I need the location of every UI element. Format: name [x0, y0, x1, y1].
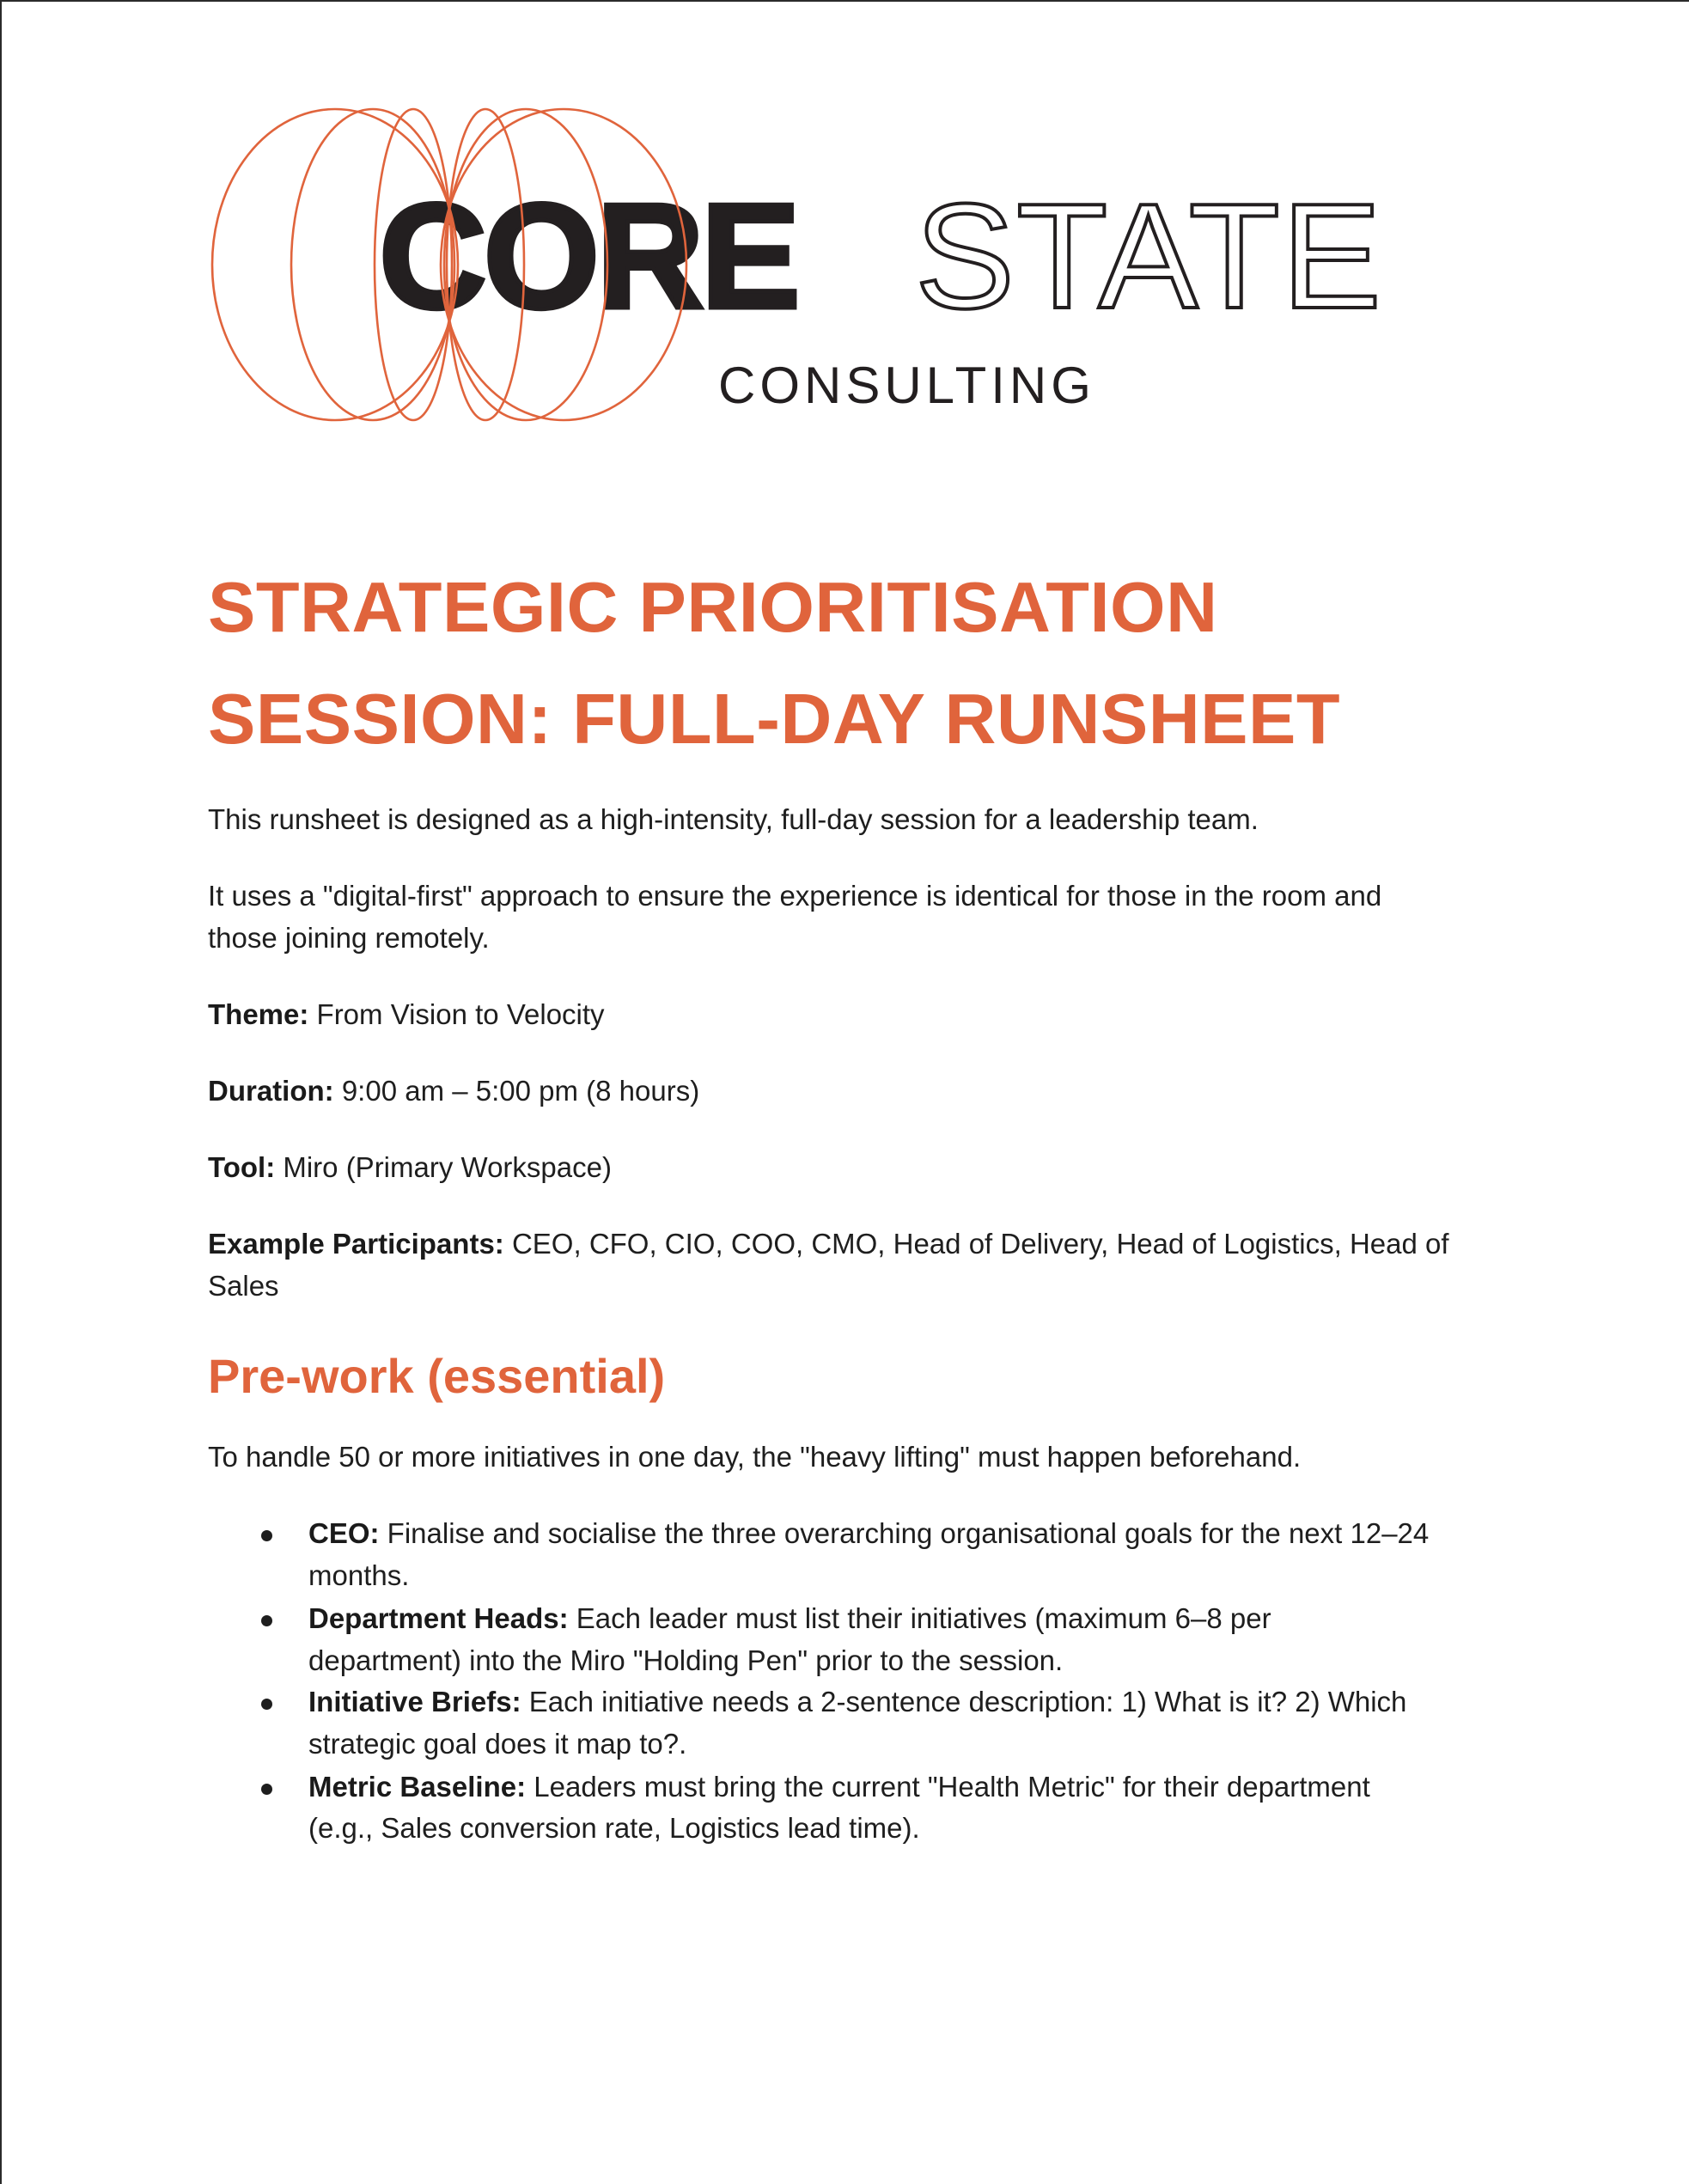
field-tool-label: Tool: — [208, 1151, 276, 1183]
prework-item-initiative-briefs — [308, 1685, 1406, 1719]
prework-intro: To handle 50 or more initiatives in one day, the "heavy lifting" must happen beforehand. — [208, 1441, 1302, 1473]
field-theme-label: Theme: — [208, 998, 309, 1030]
field-duration — [208, 1074, 699, 1108]
prework-item-ceo-line-2: months. — [308, 1559, 410, 1591]
prework-item-text: Each leader must list their initiatives (maximum 6–8 per — [576, 1602, 1271, 1634]
field-participants-value-line-2: Sales — [208, 1270, 279, 1302]
section-heading-prework: Pre-work (essential) — [208, 1349, 666, 1403]
field-participants-value: CEO, CFO, CIO, COO, CMO, Head of Delivery, Head of Logistics, Head of — [511, 1228, 1449, 1260]
field-theme — [208, 997, 605, 1032]
intro-paragraph-2-line-1: It uses a "digital-first" approach to ensure the experience is identical for those in the room and — [208, 880, 1382, 912]
prework-item-text: Finalise and socialise the three overarching organisational goals for the next 12–24 — [387, 1517, 1430, 1549]
prework-item-label: Department Heads: — [308, 1602, 569, 1634]
field-participants — [208, 1227, 1449, 1261]
field-tool — [208, 1150, 612, 1185]
prework-item-department-heads — [308, 1601, 1271, 1636]
field-duration-label: Duration: — [208, 1075, 334, 1107]
logo-subtitle: CONSULTING — [718, 357, 1095, 414]
field-tool-value: Miro (Primary Workspace) — [283, 1151, 612, 1183]
prework-item-metric-baseline — [308, 1770, 1370, 1804]
prework-item-ceo — [308, 1516, 1429, 1551]
prework-item-label: CEO: — [308, 1517, 380, 1549]
prework-item-label: Initiative Briefs: — [308, 1686, 521, 1717]
field-duration-value: 9:00 am – 5:00 pm (8 hours) — [341, 1075, 700, 1107]
intro-paragraph-1: This runsheet is designed as a high-intensity, full-day session for a leadership team. — [208, 803, 1259, 835]
prework-item-department-heads-line-2: department) into the Miro "Holding Pen" prior to the session. — [308, 1644, 1064, 1676]
field-participants-label: Example Participants: — [208, 1228, 504, 1260]
bullet-icon — [261, 1530, 272, 1541]
intro-paragraph-2-line-2: those joining remotely. — [208, 922, 490, 954]
page-title-line-2: SESSION: FULL-DAY RUNSHEET — [208, 679, 1341, 759]
logo-word-core: CORE — [379, 172, 797, 339]
prework-item-initiative-briefs-line-2: strategic goal does it map to?. — [308, 1728, 687, 1760]
page-title-line-1: STRATEGIC PRIORITISATION — [208, 567, 1218, 647]
bullet-icon — [261, 1784, 272, 1795]
bullet-icon — [261, 1615, 272, 1626]
prework-item-text: Each initiative needs a 2-sentence description: 1) What is it? 2) Which — [528, 1686, 1407, 1717]
bullet-icon — [261, 1699, 272, 1710]
corestate-logo — [199, 96, 1505, 440]
prework-item-metric-baseline-line-2: (e.g., Sales conversion rate, Logistics lead time). — [308, 1812, 920, 1844]
logo-word-state: STATE — [915, 172, 1383, 339]
prework-item-text: Leaders must bring the current "Health Metric" for their department — [534, 1771, 1370, 1803]
prework-item-label: Metric Baseline: — [308, 1771, 527, 1803]
field-theme-value: From Vision to Velocity — [316, 998, 605, 1030]
